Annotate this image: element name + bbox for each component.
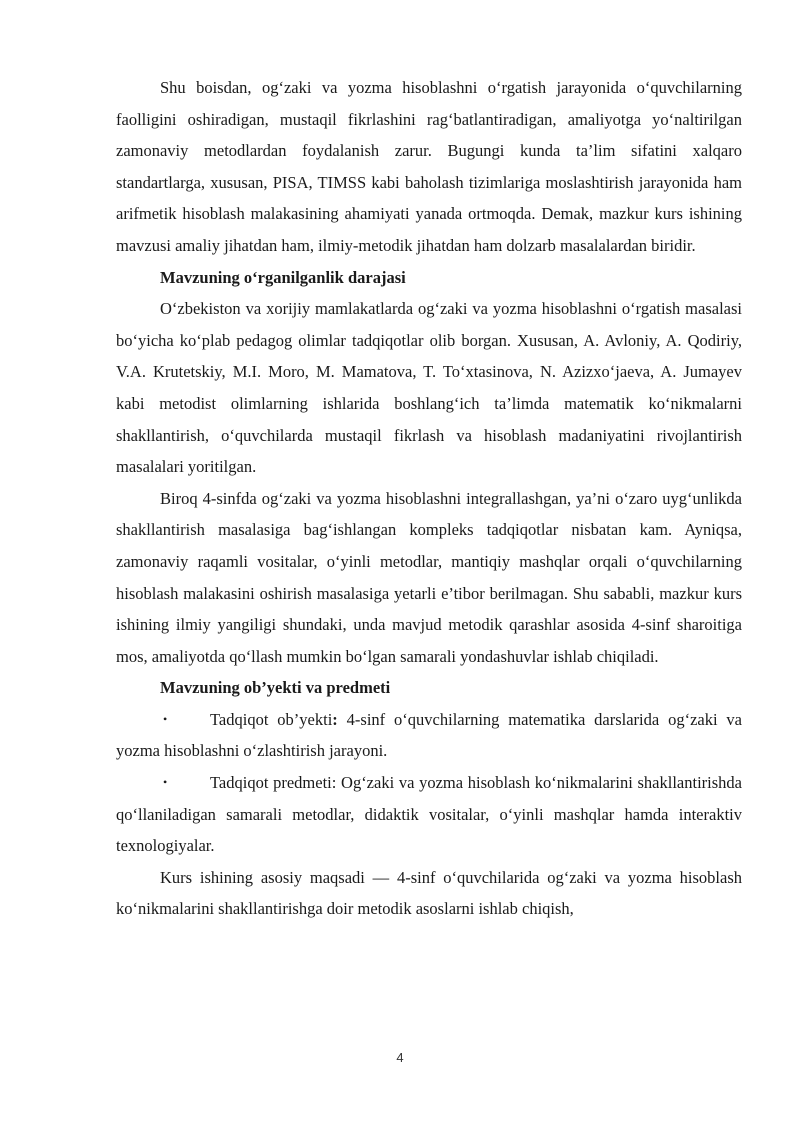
bullet-dot-icon: • <box>163 775 168 790</box>
bullet-text: Og‘zaki va yozma hisoblash ko‘nikmalarini shakllantirishda qo‘llaniladigan samarali metodlar, didaktik vositalar, o‘yinli mashqlar hamda interaktiv texnologiyalar. <box>116 773 742 856</box>
paragraph-study-level-2: Biroq 4-sinfda og‘zaki va yozma hisoblashni integrallashgan, ya’ni o‘zaro uyg‘unlikda shakllantirish masalasiga bag‘ishlangan kompleks tadqiqotlar nisbatan kam. Ayniqsa, zamonaviy raqamli vositalar, o‘yinli metodlar, mantiqiy mashqlar orqali o‘quvchilarning hisoblash malakasini oshirish masalasiga yetarli e’tibor berilmagan. Shu sababli, mazkur kurs ishining ilmiy yangiligi shundaki, unda mavjud metodik qarashlar asosida 4-sinf sharoitiga mos, amaliyotda qo‘llash mumkin bo‘lgan samarali yondashuvlar ishlab chiqiladi. <box>116 488 742 666</box>
bullet-research-object <box>116 704 742 767</box>
document-page <box>116 72 742 925</box>
paragraph-study-level-1: O‘zbekiston va xorijiy mamlakatlarda og‘zaki va yozma hisoblashni o‘rgatish masalasi bo‘yicha ko‘plab pedagog olimlar tadqiqotlar olib borgan. Xususan, A. Avloniy, A. Qodiriy, V.A. Krutetskiy, M.I. Moro, M. Mamatova, T. To‘xtasinova, N. Azizxo‘jaeva, A. Jumayev kabi metodist olimlarning ishlarida boshlang‘ich ta’limda matematik ko‘nikmalarni shakllantirish, o‘quvchilarda mustaqil fikrlash va hisoblash madaniyatini rivojlantirish masalalari yoritilgan. <box>116 299 742 477</box>
bullet-separator: : <box>331 773 337 793</box>
bullet-research-subject <box>116 767 742 862</box>
heading-object-subject: Mavzuning ob’yekti va predmeti <box>160 678 391 698</box>
bullet-text: 4-sinf o‘quvchilarning matematika darslarida og‘zaki va yozma hisoblashni o‘zlashtirish jarayoni. <box>116 709 743 761</box>
bullet-dot-icon: • <box>163 711 168 726</box>
paragraph-intro: Shu boisdan, og‘zaki va yozma hisoblashni o‘rgatish jarayonida o‘quvchilarning faolligini oshiradigan, mustaqil fikrlashini rag‘batlantiradigan, amaliyotga yo‘naltirilgan zamonaviy metodlardan foydalanish zarur. Bugungi kunda ta’lim sifatini xalqaro standartlarga, xususan, PISA, TIMSS kabi baholash tizimlariga moslashtirish jarayonida ham arifmetik hisoblash malakasining ahamiyati yanada ortmoqda. Demak, mazkur kurs ishining mavzusi amaliy jihatdan ham, ilmiy-metodik jihatdan ham dolzarb masalalardan biridir. <box>116 78 742 255</box>
paragraph-goal: Kurs ishining asosiy maqsadi — 4-sinf o‘quvchilarida og‘zaki va yozma hisoblash ko‘nikmalarini shakllantirishga doir metodik asoslarni ishlab chiqish, <box>116 867 742 919</box>
page-number: 4 <box>396 1050 404 1065</box>
bullet-label: Tadqiqot predmeti <box>210 773 332 793</box>
heading-study-level: Mavzuning o‘rganilganlik darajasi <box>160 267 406 287</box>
bullet-separator: : <box>332 709 338 729</box>
bullet-label: Tadqiqot ob’yekti <box>210 709 333 729</box>
